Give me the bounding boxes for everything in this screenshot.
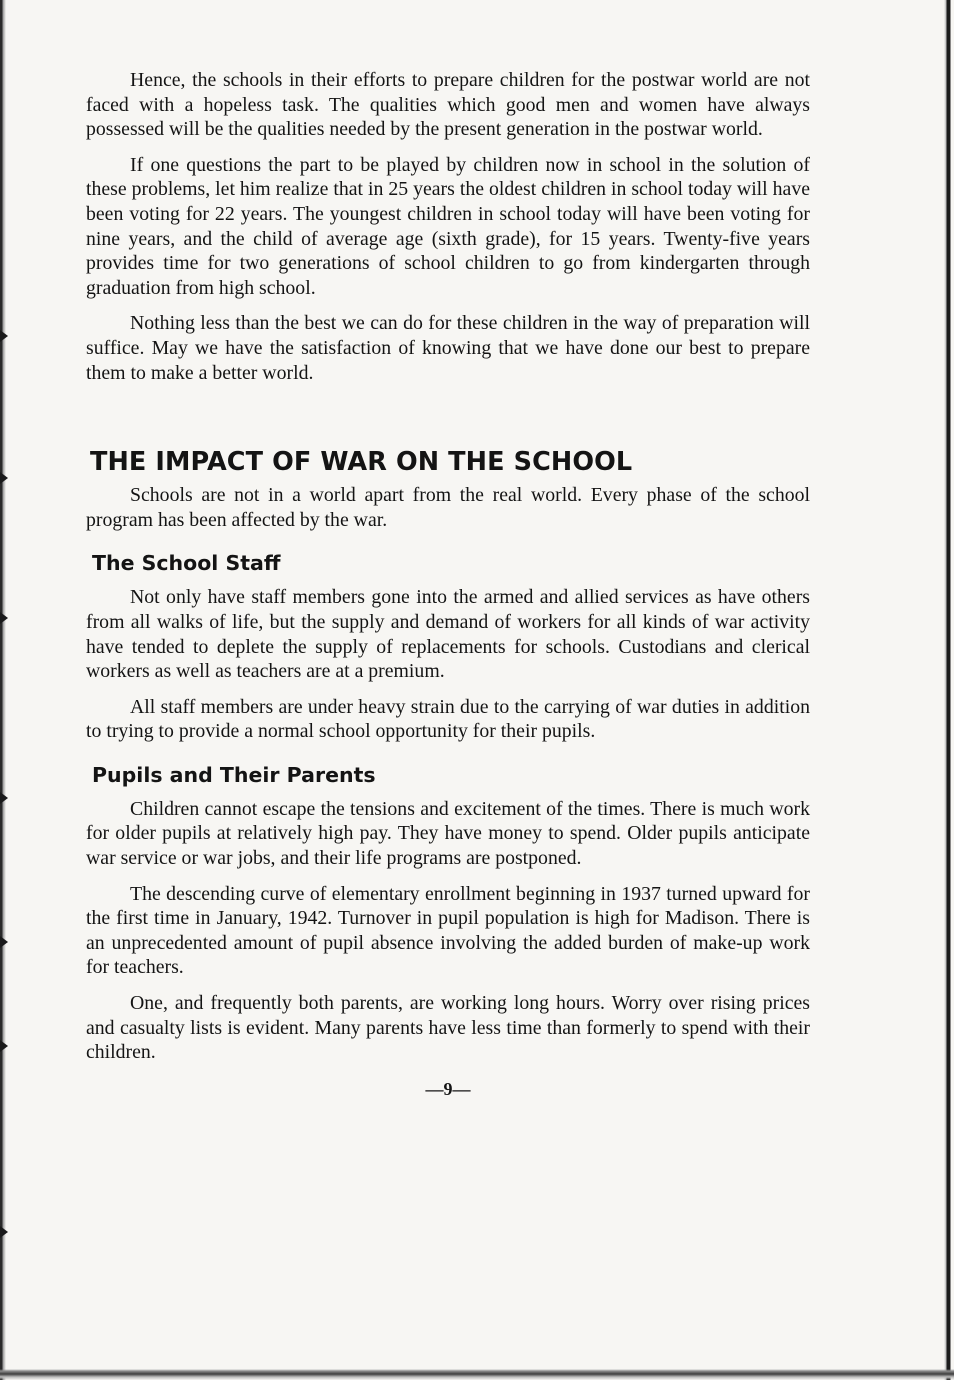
section-heading-impact: THE IMPACT OF WAR ON THE SCHOOL [90,447,633,478]
binding-mark [0,472,8,484]
intro-paragraph: Hence, the schools in their efforts to prepare children for the postwar world are not faced with a hopeless task. The qualities which good men and women have always possessed will be the qualities needed by the present generation in the postwar world. [86,69,810,141]
pupils-parents-section [86,761,810,1065]
intro-section [86,68,810,385]
intro-paragraph: Nothing less than the best we can do for these children in the way of preparation will suffice. May we have the satisfaction of knowing that we have done our best to prepare them to make a better world. [86,312,810,384]
intro-paragraph: If one questions the part to be played by children now in school in the solution of these problems, let him realize that in 25 years the oldest children in school today will have been voting for 22 years. The youngest children in school today will have been voting for nine years, and the child of average age (sixth grade), for 15 years. Twenty-five years provides time for two generations of school children to go from kindergarten through graduation from high school. [86,153,810,299]
binding-mark [0,936,8,948]
staff-paragraph: All staff members are under heavy strain due to the carrying of war duties in addition to trying to provide a normal school opportunity for their pupils. [86,695,810,743]
subheading-pupils-parents: Pupils and Their Parents [92,762,376,787]
subheading-school-staff: The School Staff [92,551,281,576]
school-staff-section [86,549,810,744]
pupils-paragraph: Children cannot escape the tensions and excitement of the times. There is much work for older pupils at relatively high pay. They have money to spend. Older pupils anticipate war service or war jobs, and their life programs are postponed. [86,797,810,870]
binding-mark [0,1226,8,1238]
scan-left-edge [0,0,6,1380]
binding-mark [0,612,8,624]
pupils-paragraph: The descending curve of elementary enrollment beginning in 1937 turned upward for the first time in January, 1942. Turnover in pupil population is high for Madison. There is an unprecedented amount of pupil absence involving the added burden of make-up work for teachers. [86,882,810,979]
binding-mark [0,330,8,342]
impact-paragraph: Schools are not in a world apart from the real world. Every phase of the school program has been affected by the war. [86,484,810,531]
page-number: —9— [425,1078,471,1099]
staff-paragraph: Not only have staff members gone into the armed and allied services as have others from all walks of life, but the supply and demand of workers for all kinds of war activity have tended to deplete the supply of replacements for schools. Custodians and clerical workers as well as teachers are at a premium. [86,586,810,683]
pupils-paragraph: One, and frequently both parents, are working long hours. Worry over rising prices and casualty lists is evident. Many parents have less time than formerly to spend with their children. [86,992,810,1064]
binding-mark [0,1040,8,1052]
scan-bottom-edge [0,1366,954,1380]
binding-mark [0,792,8,804]
scan-right-edge [944,0,954,1380]
impact-section [86,447,810,532]
document-page [86,68,810,1100]
